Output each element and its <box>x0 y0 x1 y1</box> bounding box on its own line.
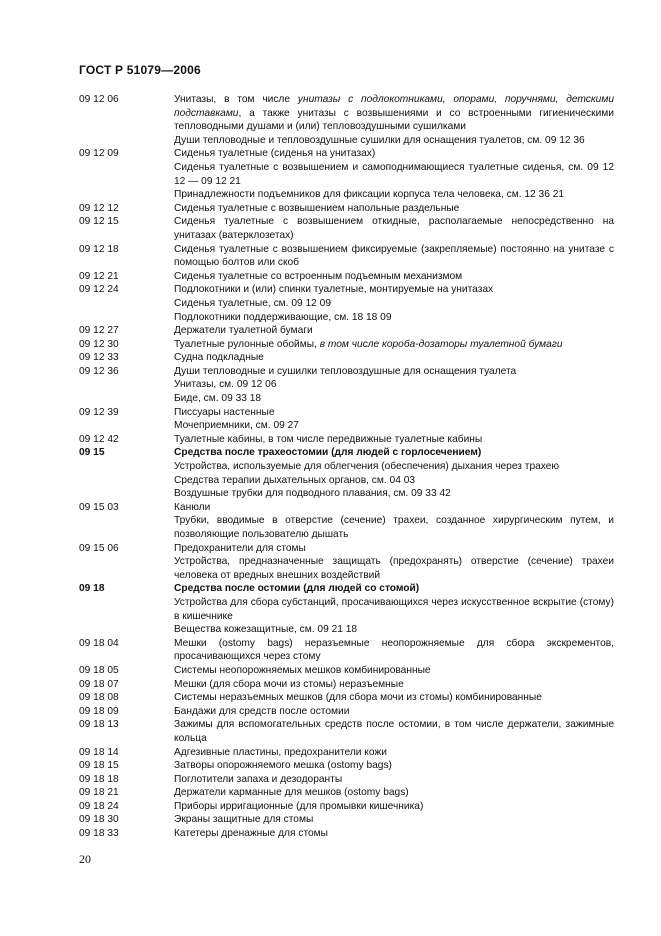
entry-description: Сиденья туалетные с возвышением откидные, располагаемые непосредственно на унитазах (ватерклозетах) <box>174 216 614 241</box>
entry-row <box>0 705 661 719</box>
entry-row <box>0 514 661 541</box>
entry-description: Устройства для сбора субстанций, просачивающихся через искусственное вскрытие (стому) в кишечнике <box>174 596 614 622</box>
entry-row <box>0 664 661 678</box>
entry-description: Системы неопорожняемых мешков комбинированные <box>174 664 431 676</box>
entry-code: 09 18 33 <box>79 828 119 840</box>
page-number: 20 <box>79 852 91 866</box>
entry-code: 09 12 36 <box>79 365 119 377</box>
entry-row <box>0 297 661 311</box>
entry-row <box>0 474 661 488</box>
entry-row <box>0 827 661 841</box>
entry-code: 09 18 04 <box>79 637 119 649</box>
entry-code: 09 18 <box>79 583 105 595</box>
entry-code: 09 18 14 <box>79 746 119 758</box>
entry-row <box>0 406 661 420</box>
entry-row <box>0 202 661 216</box>
entry-code: 09 15 06 <box>79 542 119 554</box>
entry-row <box>0 691 661 705</box>
entry-description: Судна подкладные <box>174 352 264 364</box>
entry-code: 09 18 21 <box>79 787 119 799</box>
entry-description: Мешки (для сбора мочи из стомы) неразъемные <box>174 678 404 690</box>
entry-description: Сиденья туалетные, см. 09 12 09 <box>174 297 331 309</box>
entry-row <box>0 147 661 161</box>
entry-code: 09 15 03 <box>79 501 119 513</box>
entry-row <box>0 542 661 556</box>
entry-description: Трубки, вводимые в отверстие (сечение) трахеи, созданное хирургическим путем, и позволяющие пользователю дышать <box>174 515 614 540</box>
entry-description: Затворы опорожняемого мешка (ostomy bags) <box>174 760 392 772</box>
entry-code: 09 18 05 <box>79 664 119 676</box>
entry-description: Воздушные трубки для подводного плавания, см. 09 33 42 <box>174 488 451 500</box>
entry-code: 09 12 27 <box>79 325 119 337</box>
entry-code: 09 18 08 <box>79 692 119 704</box>
entry-description: Души тепловодные и сушилки тепловоздушные для оснащения туалета <box>174 365 517 377</box>
entry-row <box>0 270 661 284</box>
entry-row <box>0 773 661 787</box>
entry-row <box>0 637 661 664</box>
entry-code: 09 18 30 <box>79 814 119 826</box>
entry-description: Устройства, используемые для облегчения (обеспечения) дыхания через трахею <box>174 461 560 473</box>
entry-row <box>0 555 661 582</box>
entry-description: Катетеры дренажные для стомы <box>174 828 328 840</box>
entry-code: 09 15 <box>79 447 105 459</box>
entry-description: Зажимы для вспомогательных средств после остомии, в том числе держатели, зажимные кольца <box>174 719 614 744</box>
entry-code: 09 12 18 <box>79 243 119 255</box>
entry-description: Принадлежности подъемников для фиксации корпуса тела человека, см. 12 36 21 <box>174 189 565 201</box>
entry-description: Устройства, предназначенные защищать (предохранять) отверстие (сечение) трахеи человека от вредных внешних воздействий <box>174 556 614 581</box>
entry-row <box>0 800 661 814</box>
entry-row <box>0 623 661 637</box>
entry-description: Сиденья туалетные (сиденья на унитазах) <box>174 148 376 160</box>
entry-description: Вещества кожезащитные, см. 09 21 18 <box>174 624 358 636</box>
entry-description: Адгезивные пластины, предохранители кожи <box>174 746 387 758</box>
entry-description: Туалетные рулонные обоймы, в том числе короба-дозаторы туалетной бумаги <box>174 338 563 350</box>
entry-row <box>0 501 661 515</box>
entry-code: 09 18 13 <box>79 719 119 731</box>
entry-code: 09 18 18 <box>79 773 119 785</box>
entry-description: Экраны защитные для стомы <box>174 814 314 826</box>
entry-description: Сиденья туалетные со встроенным подъемным механизмом <box>174 270 463 282</box>
entry-description: Сиденья туалетные с возвышением напольные раздельные <box>174 202 460 214</box>
entry-description: Предохранители для стомы <box>174 542 306 554</box>
entry-code: 09 18 24 <box>79 800 119 812</box>
entry-description: Унитазы, см. 09 12 06 <box>174 379 277 391</box>
entry-code: 09 18 15 <box>79 760 119 772</box>
entry-code: 09 12 33 <box>79 352 119 364</box>
entry-code: 09 12 21 <box>79 270 119 282</box>
entry-row <box>0 759 661 773</box>
entry-description: Средства после остомии (для людей со стомой) <box>174 583 420 595</box>
entry-row <box>0 243 661 270</box>
entry-row <box>0 746 661 760</box>
entry-code: 09 12 39 <box>79 406 119 418</box>
entry-row <box>0 188 661 202</box>
entry-row <box>0 433 661 447</box>
entry-code: 09 12 12 <box>79 202 119 214</box>
entry-code: 09 12 15 <box>79 216 119 228</box>
entry-code: 09 12 06 <box>79 94 119 105</box>
entry-description: Канюли <box>174 501 211 513</box>
entry-row <box>0 283 661 297</box>
entry-row <box>0 582 661 596</box>
entry-code: 09 12 42 <box>79 433 119 445</box>
entry-code: 09 18 07 <box>79 678 119 690</box>
entry-row <box>0 351 661 365</box>
entry-row <box>0 813 661 827</box>
entry-row <box>0 324 661 338</box>
entry-row <box>0 786 661 800</box>
entry-description: Средства терапии дыхательных органов, см. 04 03 <box>174 474 416 486</box>
entry-row <box>0 487 661 501</box>
entry-row <box>0 365 661 379</box>
entry-row <box>0 215 661 242</box>
entry-description: Биде, см. 09 33 18 <box>174 393 262 405</box>
entry-description: Бандажи для средств после остомии <box>174 705 350 717</box>
entry-row <box>0 338 661 352</box>
entry-description: Мочеприемники, см. 09 27 <box>174 420 299 432</box>
entry-description: Приборы ирригационные (для промывки кишечника) <box>174 800 424 812</box>
entry-row <box>0 161 661 188</box>
entry-row <box>0 392 661 406</box>
entry-row <box>0 311 661 325</box>
entry-description: Туалетные кабины, в том числе передвижные туалетные кабины <box>174 433 483 445</box>
entry-row <box>0 446 661 460</box>
entry-description: Сиденья туалетные с возвышением фиксируемые (закрепляемые) постоянно на унитазе с помощью болтов или скоб <box>174 243 614 269</box>
entry-code: 09 12 24 <box>79 284 119 296</box>
entry-description: Подлокотники и (или) спинки туалетные, монтируемые на унитазах <box>174 284 494 296</box>
entry-row <box>0 678 661 692</box>
entry-row <box>0 460 661 474</box>
entry-row <box>0 134 661 148</box>
entry-description: Подлокотники поддерживающие, см. 18 18 09 <box>174 311 392 323</box>
entry-description: Держатели карманные для мешков (ostomy bags) <box>174 787 409 799</box>
entry-row <box>0 419 661 433</box>
entry-row <box>0 718 661 745</box>
entry-row <box>0 378 661 392</box>
entry-code: 09 12 09 <box>79 148 119 160</box>
entry-description: Писсуары настенные <box>174 406 275 418</box>
entry-description: Поглотители запаха и дезодоранты <box>174 773 343 785</box>
entry-code: 09 18 09 <box>79 705 119 717</box>
entry-description: Сиденья туалетные с возвышением и самоподнимающиеся туалетные сиденья, см. 09 12 12 — 09 12 21 <box>174 161 614 187</box>
document-header: ГОСТ Р 51079—2006 <box>79 63 201 77</box>
entry-description: Мешки (ostomy bags) неразъемные неопорожняемые для сбора экскрементов, просачивающихся через стому <box>174 637 614 663</box>
entry-row <box>0 93 661 134</box>
entry-description: Держатели туалетной бумаги <box>174 325 313 337</box>
classification-list <box>0 93 661 841</box>
entry-description: Системы неразъемных мешков (для сбора мочи из стомы) комбинированные <box>174 692 542 704</box>
entry-code: 09 12 30 <box>79 338 119 350</box>
entry-row <box>0 596 661 623</box>
entry-description: Унитазы, в том числе унитазы с подлокотниками, опорами, поручнями, детскими подставками, а также унитазы с возвышениями и со встроенными гигиеническими тепловодными душами и (или) тепловоздушными сушилками <box>174 94 614 133</box>
entry-description: Средства после трахеостомии (для людей с горлосечением) <box>174 447 482 459</box>
entry-description: Души тепловодные и тепловоздушные сушилки для оснащения туалетов, см. 09 12 36 <box>174 134 585 146</box>
